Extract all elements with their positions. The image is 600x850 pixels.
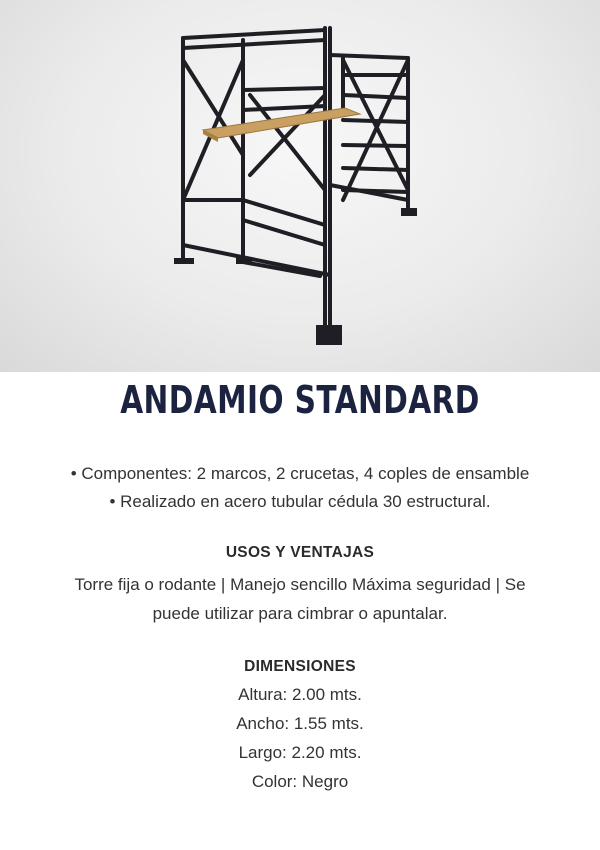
uses-text bbox=[10, 570, 590, 628]
dimensions-list bbox=[0, 680, 600, 796]
dimension-height: Altura: 2.00 mts. bbox=[238, 685, 362, 704]
dimensions-heading: DIMENSIONES bbox=[244, 658, 356, 675]
uses-line: puede utilizar para cimbrar o apuntalar. bbox=[152, 604, 448, 623]
feature-list bbox=[0, 460, 600, 516]
uses-line: Torre fija o rodante | Manejo sencillo Máxima seguridad | Se bbox=[74, 575, 526, 594]
uses-heading: USOS Y VENTAJAS bbox=[225, 544, 375, 561]
dimension-length: Largo: 2.20 mts. bbox=[238, 743, 362, 762]
dimension-width: Ancho: 1.55 mts. bbox=[236, 714, 364, 733]
feature-item: • Realizado en acero tubular cédula 30 estructural. bbox=[109, 492, 491, 511]
scaffold-illustration bbox=[0, 0, 600, 372]
product-title: ANDAMIO STANDARD bbox=[120, 378, 480, 422]
dimension-color: Color: Negro bbox=[251, 772, 349, 791]
feature-item: • Componentes: 2 marcos, 2 crucetas, 4 coples de ensamble bbox=[70, 464, 530, 483]
product-image bbox=[0, 0, 600, 372]
